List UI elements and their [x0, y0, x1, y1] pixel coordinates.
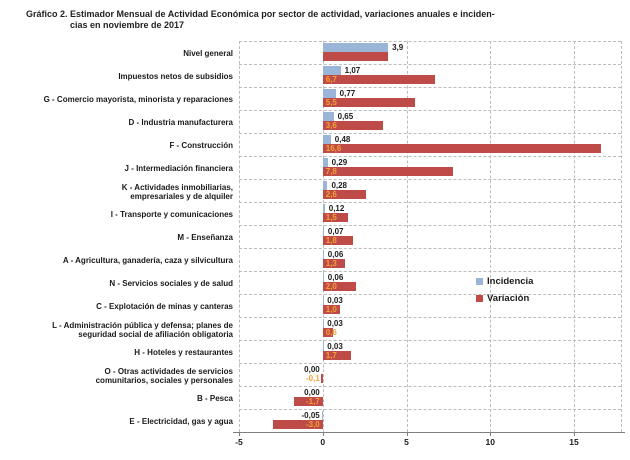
incidencia-value-label: 0,28	[331, 181, 348, 190]
category-label	[0, 302, 233, 311]
category-label-line: L - Administración pública y defensa; planes de	[52, 320, 233, 330]
variacion-swatch-icon	[476, 295, 483, 302]
x-axis-tick-label: 0	[320, 437, 326, 447]
variacion-value-label: -0,1	[305, 374, 320, 383]
gridline-vertical	[490, 41, 491, 432]
gridline-horizontal	[239, 225, 621, 226]
incidencia-swatch-icon	[476, 278, 483, 285]
incidencia-bar	[322, 411, 323, 420]
variacion-value-label: 2,6	[325, 190, 337, 199]
incidencia-bar	[323, 273, 324, 282]
incidencia-value-label: 0,03	[327, 296, 343, 305]
variacion-value-label: 1,8	[325, 236, 337, 245]
category-label	[0, 141, 233, 150]
incidencia-value-label: 0,65	[337, 112, 354, 121]
x-axis-tick-label: 10	[485, 437, 495, 447]
gridline-horizontal	[239, 133, 621, 134]
incidencia-value-label: 0,03	[327, 342, 343, 351]
category-label-line: B - Pesca	[196, 394, 233, 403]
category-label	[0, 210, 233, 219]
x-axis-tick	[574, 432, 575, 436]
incidencia-value-label: 0,29	[331, 158, 348, 167]
category-label-line: A - Agricultura, ganadería, caza y silvicultura	[62, 256, 233, 265]
gridline-horizontal	[239, 248, 621, 249]
plot-right-border	[621, 41, 622, 432]
category-label-line: M - Enseñanza	[177, 233, 233, 242]
incidencia-bar	[323, 296, 324, 305]
category-label	[0, 72, 233, 81]
category-label	[0, 49, 233, 58]
gridline-horizontal	[239, 340, 621, 341]
category-label	[0, 417, 233, 426]
incidencia-value-label: 0,00	[304, 388, 320, 397]
x-axis-tick-label: -5	[235, 437, 243, 447]
variacion-value-label: 1,7	[325, 351, 337, 360]
gridline-horizontal	[239, 87, 621, 88]
gridline-vertical	[574, 41, 575, 432]
gridline-horizontal	[239, 156, 621, 157]
incidencia-bar	[323, 135, 331, 144]
category-label	[0, 321, 233, 339]
category-label	[0, 164, 233, 173]
gridline-horizontal	[239, 179, 621, 180]
incidencia-bar	[323, 112, 334, 121]
variacion-bar	[323, 167, 454, 176]
category-label-line: O - Otras actividades de servicios	[104, 366, 233, 376]
gridline-horizontal	[239, 64, 621, 65]
incidencia-value-label: 0,48	[334, 135, 351, 144]
legend-item-incidencia	[476, 276, 533, 287]
category-label-line: seguridad social de afiliación obligatoria	[78, 329, 233, 339]
incidencia-value-label: 0,77	[339, 89, 356, 98]
incidencia-bar	[323, 181, 328, 190]
chart-title-line-2: cias en noviembre de 2017	[70, 20, 185, 30]
variacion-bar	[323, 52, 388, 61]
incidencia-bar	[323, 250, 324, 259]
category-label-line: E - Electricidad, gas y agua	[129, 417, 233, 426]
incidencia-value-label: 0,03	[327, 319, 343, 328]
variacion-value-label: 6,7	[325, 75, 337, 84]
variacion-value-label: 1,5	[325, 213, 337, 222]
variacion-value-label: 7,8	[325, 167, 337, 176]
page-title	[26, 9, 612, 31]
x-axis-tick	[239, 432, 240, 436]
incidencia-value-label: 0,00	[304, 365, 320, 374]
x-axis-tick-label: 5	[404, 437, 409, 447]
category-label-line: J - Intermediación financiera	[124, 164, 233, 173]
x-axis-tick	[323, 432, 324, 436]
category-label-line: Impuestos netos de subsidios	[118, 72, 233, 81]
variacion-value-label: 1,0	[325, 305, 337, 314]
variacion-bar	[323, 144, 601, 153]
incidencia-bar	[323, 158, 328, 167]
gridline-horizontal	[239, 386, 621, 387]
category-label-line: K - Actividades inmobiliarias,	[121, 182, 233, 192]
legend-label-variacion: Variación	[487, 293, 530, 304]
incidencia-bar	[323, 43, 388, 52]
incidencia-bar	[323, 227, 324, 236]
category-label	[0, 95, 233, 104]
gridline-horizontal	[239, 202, 621, 203]
gridline-horizontal	[239, 41, 621, 42]
variacion-value-label: -3,0	[305, 420, 320, 429]
category-label-line: H - Hoteles y restaurantes	[134, 348, 233, 357]
category-label	[0, 233, 233, 242]
incidencia-value-label: 1,07	[344, 66, 361, 75]
gridline-horizontal	[239, 317, 621, 318]
x-axis-tick	[490, 432, 491, 436]
legend-item-variacion	[476, 293, 533, 304]
incidencia-value-label: 3,9	[392, 43, 404, 52]
category-label-line: D - Industria manufacturera	[128, 118, 233, 127]
variacion-bar	[321, 374, 323, 383]
incidencia-value-label: 0,06	[327, 273, 344, 282]
incidencia-bar	[323, 204, 325, 213]
category-label-line: N - Servicios sociales y de salud	[109, 279, 233, 288]
legend-label-incidencia: Incidencia	[487, 276, 534, 287]
category-label-line: I - Transporte y comunicaciones	[110, 210, 233, 219]
x-axis	[233, 432, 625, 433]
incidencia-bar	[323, 66, 341, 75]
variacion-value-label: 2,0	[325, 282, 337, 291]
category-label	[0, 118, 233, 127]
gridline-horizontal	[239, 110, 621, 111]
category-label-line: C - Explotación de minas y canteras	[96, 302, 233, 311]
incidencia-value-label: 0,07	[327, 227, 344, 236]
incidencia-bar	[323, 342, 324, 351]
variacion-value-label: 1,3	[325, 259, 337, 268]
variacion-value-label: 16,6	[325, 144, 342, 153]
chart-title-text	[70, 9, 612, 31]
category-label-line: comunitarios, sociales y personales	[95, 375, 233, 385]
category-label	[0, 367, 233, 385]
category-label	[0, 394, 233, 403]
gridline-horizontal	[239, 271, 621, 272]
variacion-value-label: 0,6	[325, 328, 337, 337]
legend	[476, 276, 533, 310]
incidencia-value-label: 0,12	[328, 204, 345, 213]
gridline-horizontal	[239, 409, 621, 410]
category-label	[0, 256, 233, 265]
incidencia-value-label: 0,06	[327, 250, 344, 259]
gridline-vertical	[239, 41, 240, 432]
chart-number-label: Gráfico 2.	[26, 9, 68, 19]
x-axis-tick	[407, 432, 408, 436]
gridline-horizontal	[239, 363, 621, 364]
chart-title-line-1: Estimador Mensual de Actividad Económica por sector de actividad, variaciones anuales e inciden-	[70, 9, 495, 19]
variacion-value-label: -1,7	[305, 397, 320, 406]
variacion-bar	[323, 75, 435, 84]
x-axis-tick-label: 15	[569, 437, 579, 447]
category-label	[0, 183, 233, 201]
category-label-line: Nivel general	[183, 49, 233, 58]
incidencia-value-label: -0,05	[301, 411, 320, 420]
category-label	[0, 348, 233, 357]
category-label-line: empresariales y de alquiler	[130, 191, 233, 201]
gridline-horizontal	[239, 294, 621, 295]
category-label-line: F - Construcción	[169, 141, 233, 150]
incidencia-bar	[323, 319, 324, 328]
incidencia-bar	[323, 89, 336, 98]
category-label	[0, 279, 233, 288]
variacion-value-label: 5,5	[325, 98, 337, 107]
category-label-line: G - Comercio mayorista, minorista y reparaciones	[43, 95, 233, 104]
variacion-value-label: 3,6	[325, 121, 337, 130]
